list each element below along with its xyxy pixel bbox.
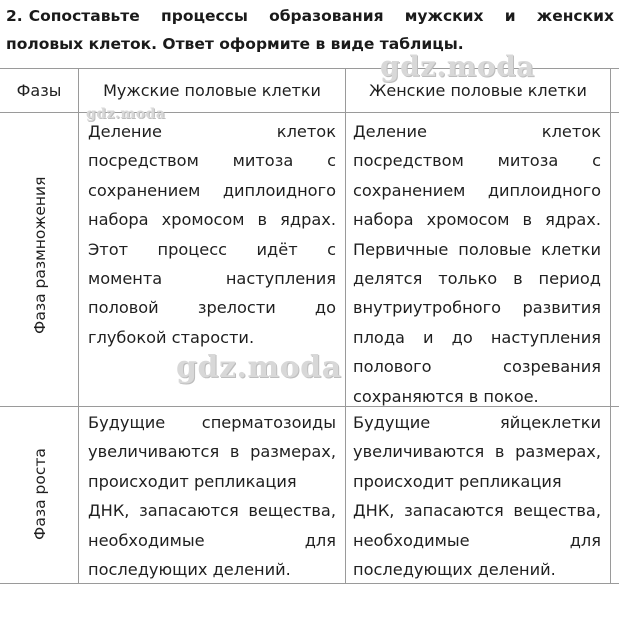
text-line: плода и до наступления (353, 327, 601, 347)
task-text: Сопоставьте процессы образования мужских и женских половых клеток. Ответ оформите в виде таблицы. (6, 7, 614, 53)
text-line: Первичные половые клетки (353, 239, 601, 259)
text-line: сохраняются в покое. (353, 386, 539, 406)
text-line: Деление клеток (88, 122, 336, 141)
text-line: сохранением диплоидного (88, 180, 336, 200)
header-female: Женские половые клетки (369, 80, 587, 100)
text-line: Будущие сперматозоиды (88, 413, 336, 432)
text-line: глубокой старости. (88, 327, 255, 347)
text-line: ДНК, запасаются вещества, (353, 501, 601, 521)
text-line: необходимые для (88, 530, 336, 550)
row-2-phase-label: Фаза роста (31, 448, 49, 540)
text-line: Будущие яйцеклетки (353, 413, 601, 432)
table-col-divider-1 (78, 68, 79, 584)
row-1-phase-label: Фаза размножения (31, 176, 49, 334)
text-line: посредством митоза с (353, 151, 601, 171)
table-col-divider-2 (345, 68, 346, 584)
header-phase: Фазы (16, 80, 62, 100)
text-line: набора хромосом в ядрах. (353, 210, 601, 230)
row-1-male-cell (88, 117, 336, 352)
row-1-female-cell (353, 117, 601, 411)
text-line: увеличиваются в размерах, (353, 442, 601, 462)
text-line: происходит репликация (353, 471, 562, 491)
text-line: полового созревания (353, 357, 601, 377)
row-2-male-cell (88, 408, 336, 584)
text-line: Этот процесс идёт с (88, 239, 336, 259)
text-line: набора хромосом в ядрах. (88, 210, 336, 230)
text-line: момента наступления (88, 268, 336, 288)
text-line: сохранением диплоидного (353, 180, 601, 200)
text-line: внутриутробного развития (353, 298, 601, 318)
task-number: 2. (6, 7, 23, 25)
header-male: Мужские половые клетки (103, 80, 321, 100)
text-line: увеличиваются в размерах, (88, 442, 336, 462)
text-line: необходимые для (353, 530, 601, 550)
watermark: gdz.moda (176, 350, 342, 385)
text-line: Деление клеток (353, 122, 601, 141)
text-line: происходит репликация (88, 471, 297, 491)
row-2-female-cell (353, 408, 601, 584)
table-border-right (610, 68, 611, 584)
text-line: ДНК, запасаются вещества, (88, 501, 336, 521)
watermark: gdz.moda (380, 50, 535, 83)
text-line: последующих делений. (353, 559, 556, 579)
text-line: последующих делений. (88, 559, 291, 579)
text-line: делятся только в период (353, 268, 601, 288)
text-line: посредством митоза с (88, 151, 336, 171)
watermark: gdz.moda (86, 106, 166, 122)
text-line: половой зрелости до (88, 298, 336, 318)
